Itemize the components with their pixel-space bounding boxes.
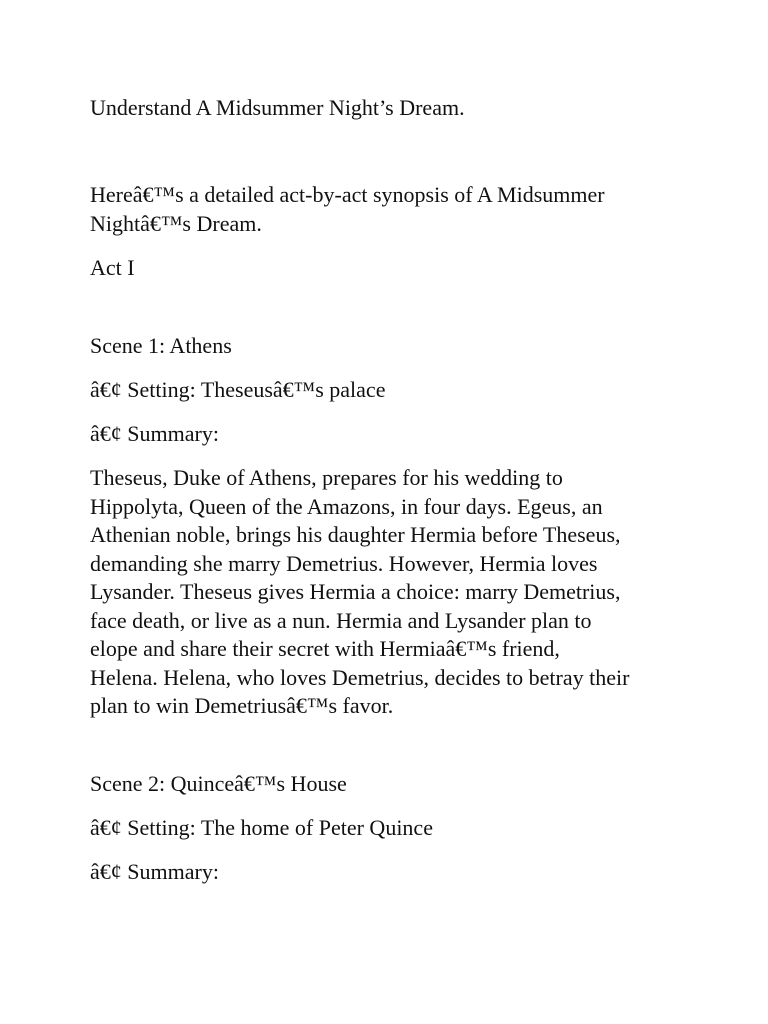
act-heading: Act I	[90, 255, 135, 280]
summary-line: plan to win Demetriusâ€™s favor.	[90, 693, 394, 718]
summary-line: elope and share their secret with Hermiaâ€™s friend,	[90, 636, 560, 661]
scene-1-summary-label: â€¢ Summary:	[90, 421, 219, 446]
scene-1-heading: Scene 1: Athens	[90, 333, 232, 358]
summary-line: Helena. Helena, who loves Demetrius, decides to betray their	[90, 664, 630, 690]
scene-1-setting: â€¢ Setting: Theseusâ€™s palace	[90, 377, 386, 402]
summary-line: Theseus, Duke of Athens, prepares for his wedding to	[90, 465, 563, 490]
scene-2-summary-label: â€¢ Summary:	[90, 859, 219, 884]
summary-line: face death, or live as a nun. Hermia and Lysander plan to	[90, 607, 592, 633]
intro-line: Nightâ€™s Dream.	[90, 210, 262, 236]
document-title-line: Understand A Midsummer Night’s Dream.	[90, 95, 465, 120]
summary-line: Lysander. Theseus gives Hermia a choice: marry Demetrius,	[90, 579, 621, 604]
scene-2-heading: Scene 2: Quinceâ€™s House	[90, 771, 347, 796]
summary-line: demanding she marry Demetrius. However, Hermia loves	[90, 550, 598, 576]
intro-line: Hereâ€™s a detailed act-by-act synopsis of A Midsummer	[90, 182, 605, 207]
summary-line: Athenian noble, brings his daughter Hermia before Theseus,	[90, 522, 621, 547]
scene-2-setting: â€¢ Setting: The home of Peter Quince	[90, 815, 433, 840]
summary-line: Hippolyta, Queen of the Amazons, in four days. Egeus, an	[90, 493, 603, 519]
